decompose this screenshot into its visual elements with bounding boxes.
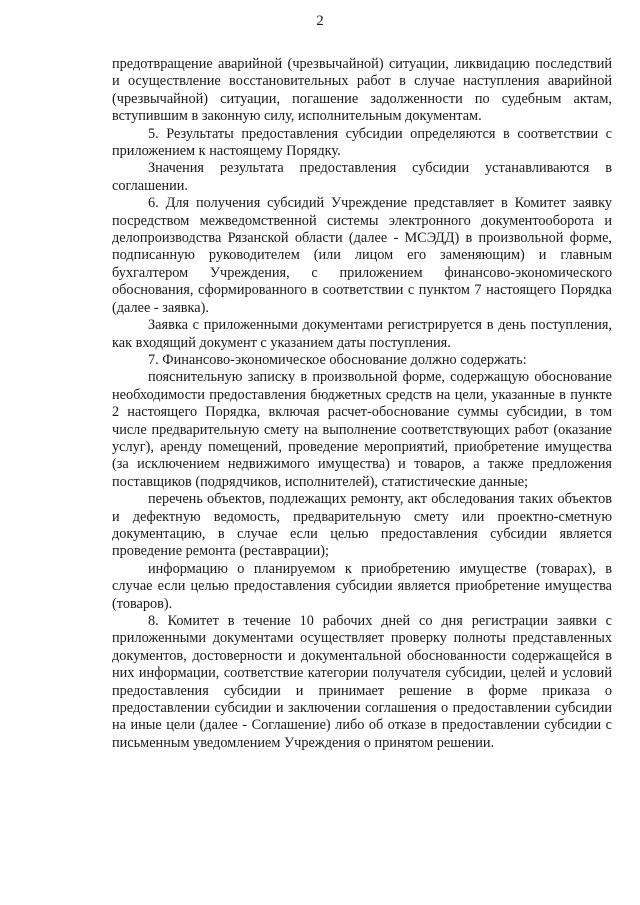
paragraph-result-values: Значения результата предоставления субсидии устанавливаются в соглашении. (112, 160, 612, 194)
paragraph-item-5: 5. Результаты предоставления субсидии определяются в соответствии с приложением к настоящему Порядку. (112, 125, 612, 160)
paragraph-application-registration: Заявка с приложенными документами регистрируется в день поступления, как входящий документ с указанием даты поступления. (112, 317, 612, 351)
paragraph-continuation: предотвращение аварийной (чрезвычайной) ситуации, ликвидацию последствий и осуществление восстановительных работ в случае наступления аварийной (чрезвычайной) ситуации, погашение задолженности по судебным актам, вступившим в законную силу, исполнительным документам. (112, 56, 612, 125)
paragraph-item-8: 8. Комитет в течение 10 рабочих дней со дня регистрации заявки с приложенными документами осуществляет проверку полноты представленных документов, достоверности и документальной обоснованности содержащейся в них информации, соответствие категории получателя субсидии, целей и условий предоставления субсидии и принимает решение в форме приказа о предоставлении субсидии и заключении соглашения о предоставлении субсидии на иные цели (далее - Соглашение) либо об отказе в предоставлении субсидии с письменным уведомлением Учреждения о принятом решении. (112, 613, 612, 751)
page-number: 2 (316, 13, 324, 29)
paragraph-repair-list: перечень объектов, подлежащих ремонту, акт обследования таких объектов и дефектную ведомость, предварительную смету или проектно-сметную документацию, в случае если целью предоставления субсидии является проведение ремонта (реставрации); (112, 491, 612, 560)
paragraph-item-6: 6. Для получения субсидий Учреждение представляет в Комитет заявку посредством межведомственной системы электронного документооборота и делопроизводства Рязанской области (далее - МСЭДД) в произвольной форме, подписанную руководителем (или лицом его заменяющим) и главным бухгалтером Учреждения, с приложением финансово-экономического обоснования, сформированного в соответствии с пунктом 7 настоящего Порядка (далее - заявка). (112, 195, 612, 316)
paragraph-explanatory-note: пояснительную записку в произвольной форме, содержащую обоснование необходимости предоставления бюджетных средств на цели, указанные в пункте 2 настоящего Порядка, включая расчет-обоснование суммы субсидии, в том числе предварительную смету на выполнение соответствующих работ (оказание услуг), аренду помещений, проведение мероприятий, приобретение имущества (за исключением недвижимого имущества) и товаров, а также предложения поставщиков (подрядчиков, исполнителей), статистические данные; (112, 369, 612, 490)
paragraph-item-7: 7. Финансово-экономическое обоснование должно содержать: (148, 351, 527, 368)
document-body (112, 56, 612, 752)
paragraph-property-info: информацию о планируемом к приобретению имуществе (товарах), в случае если целью предоставления субсидии является приобретение имущества (товаров). (112, 560, 612, 612)
